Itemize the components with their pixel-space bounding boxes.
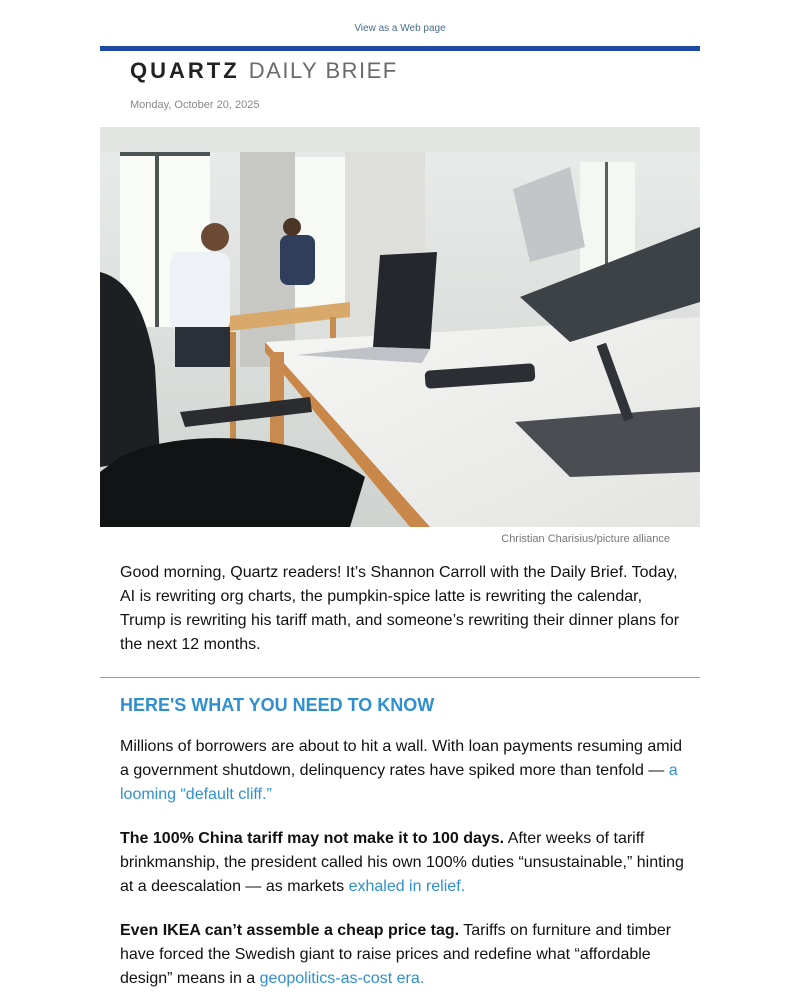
news-body: After weeks of tariff brinkmanship, the president called his own 100% duties “unsustainable,” hinting at a deescalation — as markets [120, 830, 684, 895]
news-item [120, 827, 685, 899]
news-link[interactable]: exhaled in relief. [348, 878, 466, 895]
view-web-link[interactable]: View as a Web page [354, 23, 446, 34]
intro-paragraph: Good morning, Quartz readers! It’s Shannon Carroll with the Daily Brief. Today, AI is rewriting org charts, the pumpkin-spice latte is rewriting the calendar, Trump is rewriting his tariff math, and someone’s rewriting their dinner plans for the next 12 months. [120, 564, 680, 653]
brand-secondary: DAILY BRIEF [248, 58, 398, 83]
brand-primary: QUARTZ [130, 58, 240, 83]
news-item [120, 919, 685, 991]
photo-credit: Christian Charisius/picture alliance [501, 533, 670, 545]
news-item [120, 735, 685, 807]
brand-logo[interactable] [130, 58, 398, 84]
section-divider [100, 677, 700, 678]
header-accent-bar [100, 46, 700, 51]
hero-image[interactable] [100, 127, 700, 527]
news-lead: The 100% China tariff may not make it to 100 days. [120, 830, 505, 847]
news-body: Millions of borrowers are about to hit a wall. With loan payments resuming amid a government shutdown, delinquency rates have spiked more than tenfold — [120, 738, 683, 779]
issue-date: Monday, October 20, 2025 [130, 99, 260, 111]
section-heading: HERE'S WHAT YOU NEED TO KNOW [120, 695, 435, 715]
office-photo [100, 127, 700, 527]
news-body: Tariffs on furniture and timber have forced the Swedish giant to raise prices and redefine what “affordable design” means in a [120, 922, 672, 987]
news-lead: Even IKEA can’t assemble a cheap price tag. [120, 922, 460, 939]
top-bar [0, 0, 800, 48]
news-link[interactable]: a looming “default cliff.” [120, 762, 678, 803]
news-link[interactable]: geopolitics-as-cost era. [259, 970, 425, 987]
